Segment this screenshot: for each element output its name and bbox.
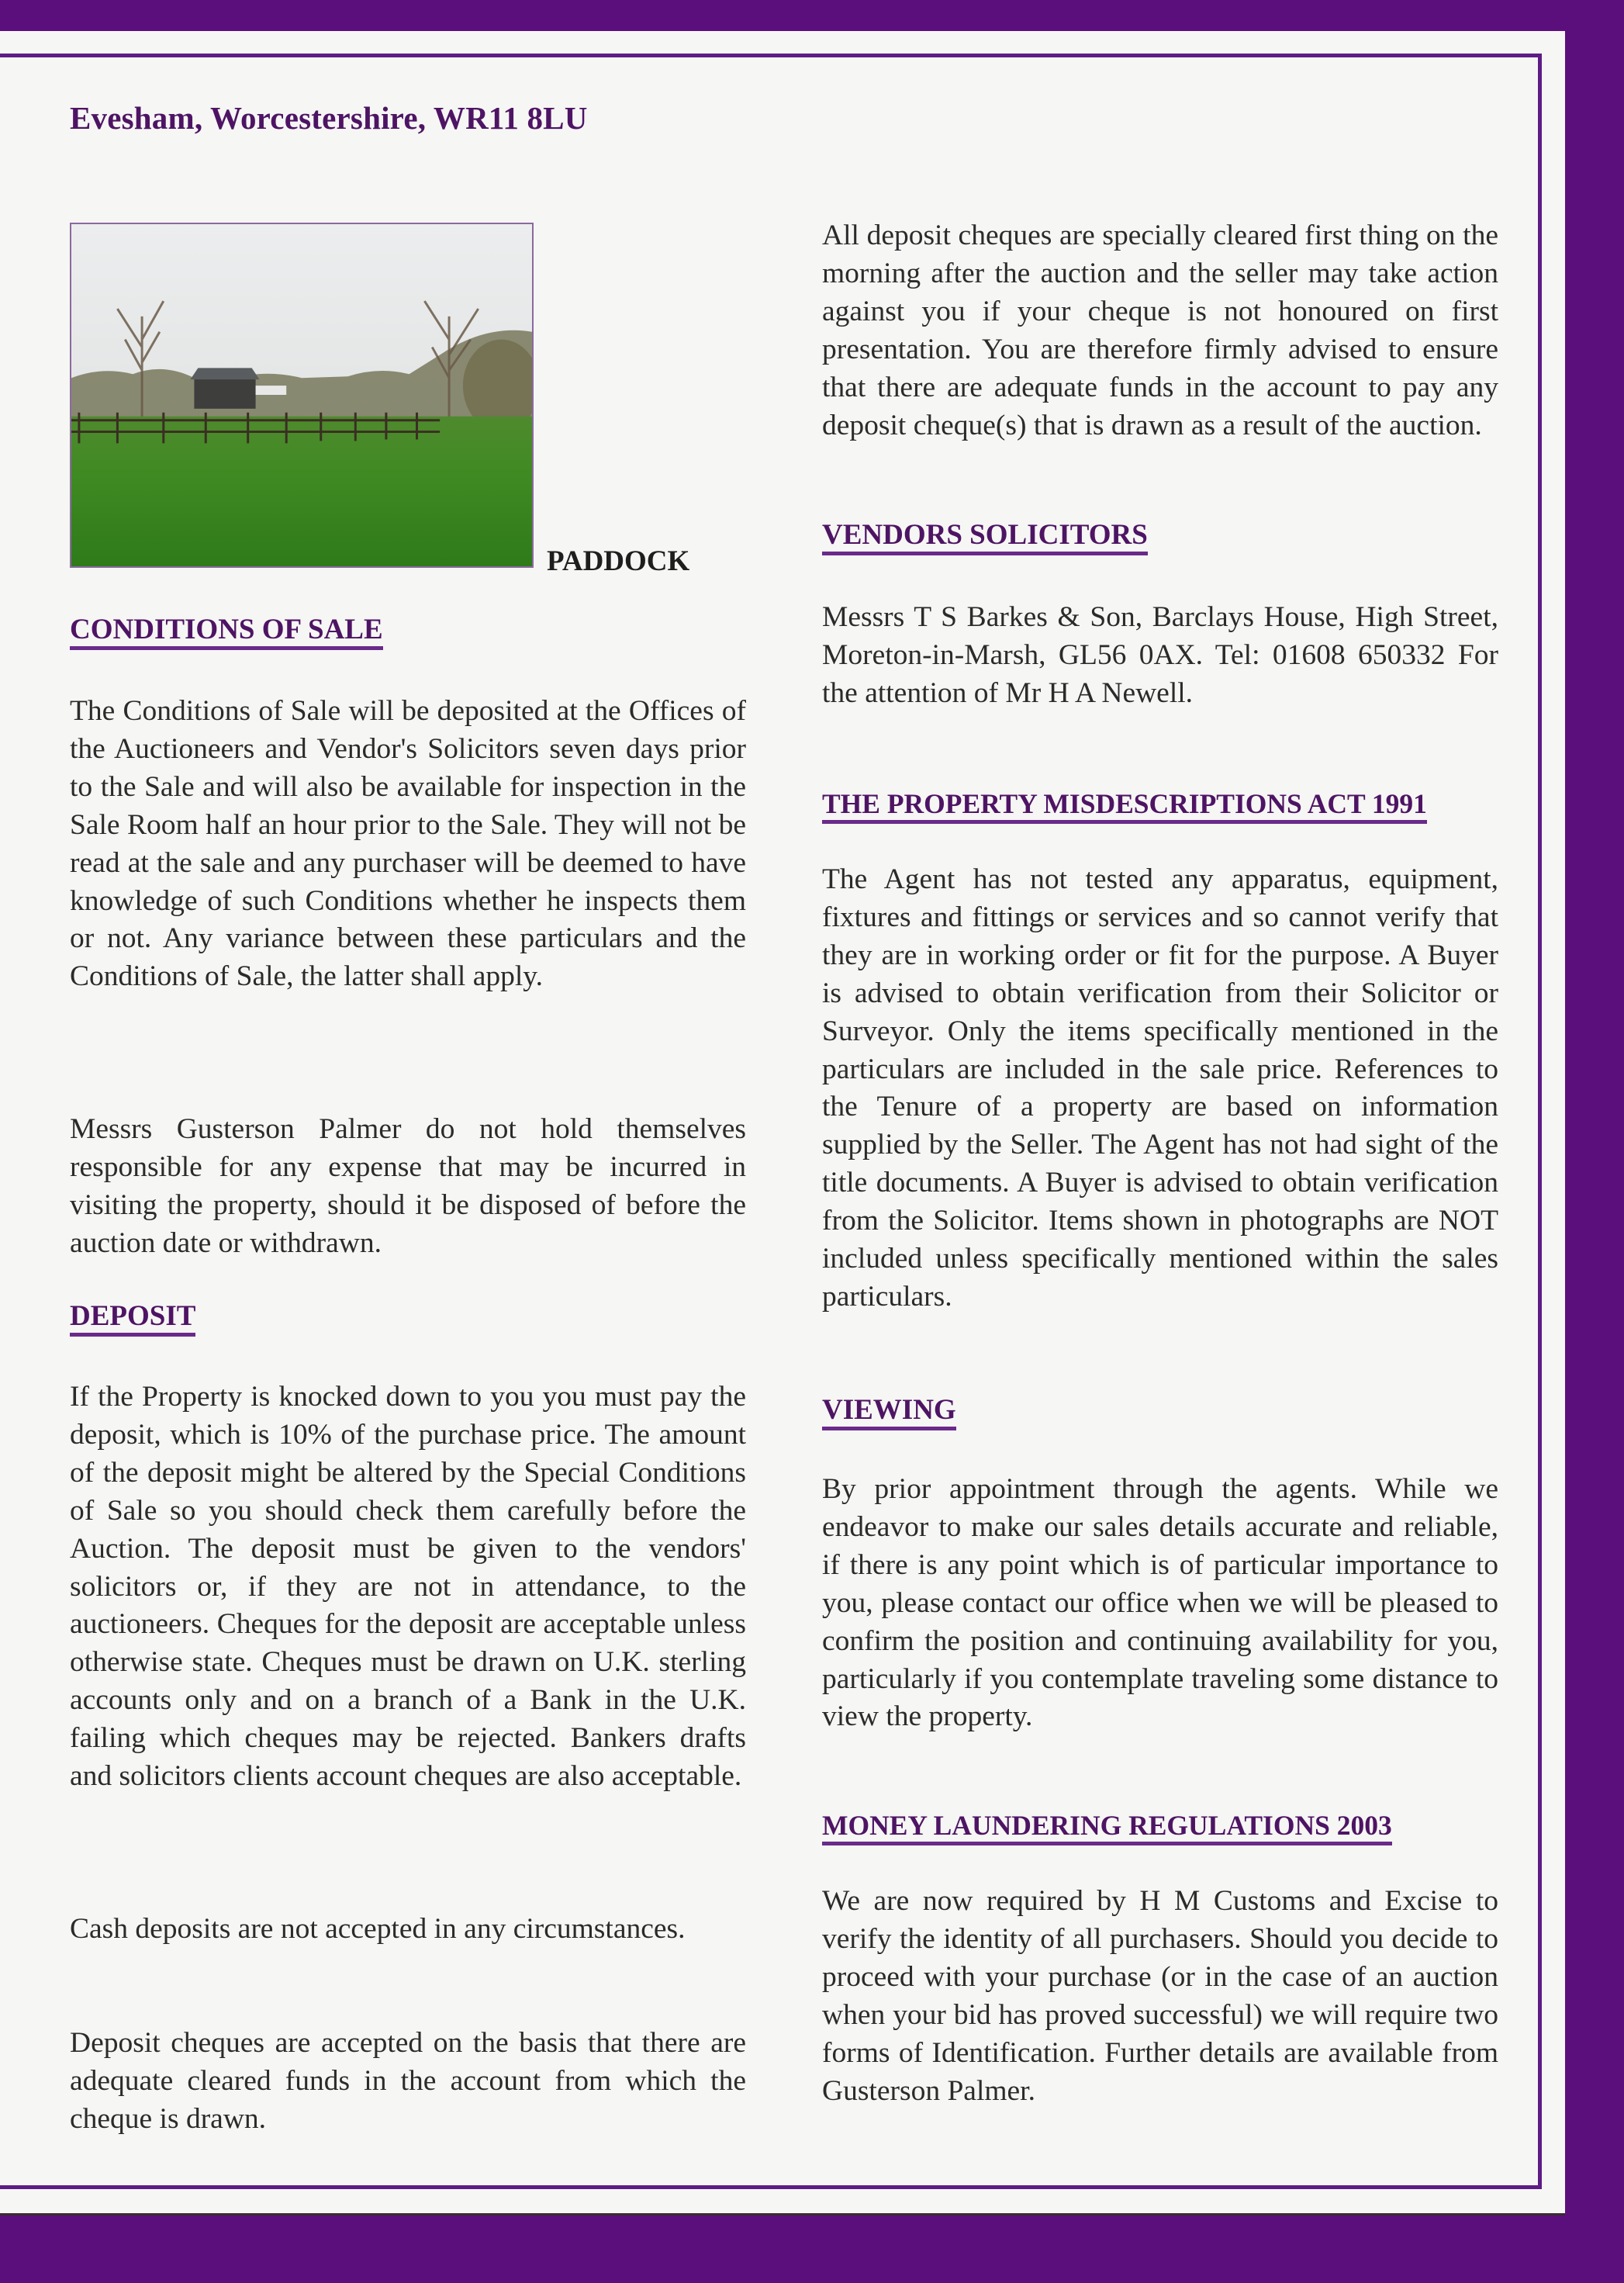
misdescriptions-act-paragraph: The Agent has not tested any apparatus, equipment, fixtures and fittings or services and so cannot verify that they are in working order or fit for the purpose. A Buyer is advised to obtain verification from their Solicitor or Surveyor. Only the items specifically mentioned in the particulars are included in the sale price. References to the Tenure of a property are based on information supplied by the Seller. The Agent has not had sight of the title documents. A Buyer is advised to obtain verification from the Solicitor. Items shown in photographs are NOT included unless specifically mentioned within the sales particulars. [822,863,1498,1313]
cash-deposits-paragraph: Cash deposits are not accepted in any circumstances. [70,1913,686,1945]
viewing-heading: VIEWING [822,1395,956,1430]
page-title: Evesham, Worcestershire, WR11 8LU [70,100,588,136]
deposit-clearing-paragraph: All deposit cheques are specially cleared first thing on the morning after the auction and the seller may take action against you if your cheque is not honoured on first presentation. You are therefore firmly advised to ensure that there are adequate funds in the account to pay any deposit cheque(s) that is drawn as a result of the auction. [822,220,1498,441]
misdescriptions-act-heading: THE PROPERTY MISDESCRIPTIONS ACT 1991 [822,788,1427,824]
paddock-photo-icon [71,224,532,566]
paddock-photo [70,223,534,568]
vendors-solicitors-heading: VENDORS SOLICITORS [822,520,1148,555]
viewing-paragraph: By prior appointment through the agents. While we endeavor to make our sales details accurate and reliable, if there is any point which is of particular importance to you, please contact our office when we will be pleased to confirm the position and continuing availability for you, particularly if you contemplate traveling some distance to view the property. [822,1473,1498,1733]
deposit-cheques-paragraph: Deposit cheques are accepted on the basis that there are adequate cleared funds in the account from which the cheque is drawn. [70,2027,746,2135]
photo-caption: PADDOCK [547,545,690,577]
page-bottom-edge [0,2213,1565,2216]
vendors-solicitors-paragraph: Messrs T S Barkes & Son, Barclays House, High Street, Moreton-in-Marsh, GL56 0AX. Tel: 01608 650332 For the attention of Mr H A Newell. [822,601,1498,709]
deposit-heading: DEPOSIT [70,1301,195,1337]
money-laundering-heading: MONEY LAUNDERING REGULATIONS 2003 [822,1810,1392,1845]
gusterson-palmer-disclaimer: Messrs Gusterson Palmer do not hold themselves responsible for any expense that may be incurred in visiting the property, should it be disposed of before the auction date or withdrawn. [70,1113,746,1259]
deposit-paragraph: If the Property is knocked down to you you must pay the deposit, which is 10% of the purchase price. The amount of the deposit might be altered by the Special Conditions of Sale so you should check them carefully before the Auction. The deposit must be given to the vendors' solicitors or, if they are not in attendance, to the auctioneers. Cheques for the deposit are acceptable unless otherwise state. Cheques must be drawn on U.K. sterling accounts only and on a branch of a Bank in the U.K. failing which cheques may be rejected. Bankers drafts and solicitors clients account cheques are also acceptable. [70,1381,746,1793]
money-laundering-paragraph: We are now required by H M Customs and Excise to verify the identity of all purchasers. Should you decide to proceed with your purchase (or in the case of an auction when your bid has proved successful) we will require two forms of Identification. Further details are available from Gusterson Palmer. [822,1885,1498,2107]
conditions-of-sale-paragraph: The Conditions of Sale will be deposited at the Offices of the Auctioneers and Vendor's Solicitors seven days prior to the Sale and will also be available for inspection in the Sale Room half an hour prior to the Sale. They will not be read at the sale and any purchaser will be deemed to have knowledge of such Conditions whether he inspects them or not. Any variance between these particulars and the Conditions of Sale, the latter shall apply. [70,695,746,993]
conditions-of-sale-heading: CONDITIONS OF SALE [70,614,383,650]
